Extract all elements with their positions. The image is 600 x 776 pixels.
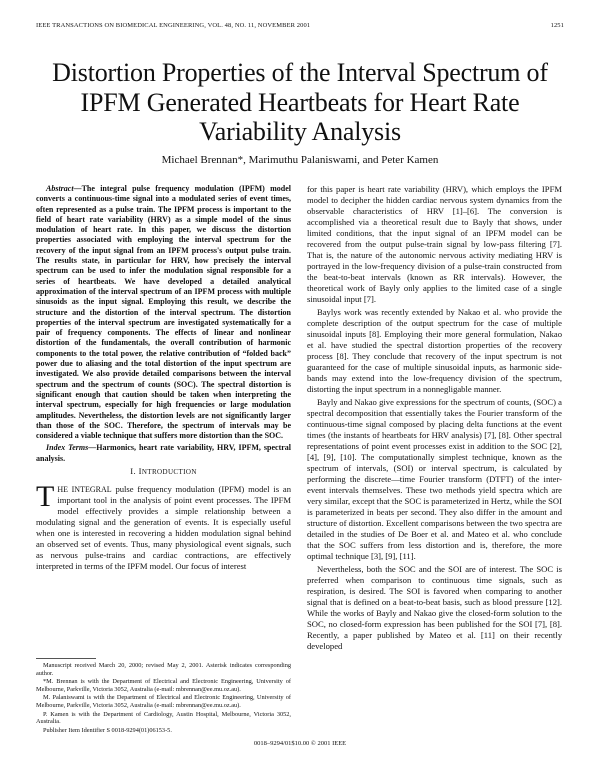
section-title-rest: NTRODUCTION: [141, 468, 197, 477]
footnote-pii: Publisher Item Identifier S 0018-9294(01)06153-5.: [43, 726, 172, 734]
footnote-kamen: P. Kamen is with the Department of Cardiology, Austin Hospital, Melbourne, Victoria 3052, Australia.: [36, 710, 291, 726]
drop-cap: T: [36, 480, 55, 514]
index-terms-text: Harmonics, heart rate variability, HRV, IPFM, spectral analysis.: [36, 443, 292, 463]
footnote-brennan: *M. Brennan is with the Department of Electrical and Electronic Engineering, University of Melbourne, Parkville, Victoria 3052, Australia (e-mail: mbrennan@ee.mu.oz.au).: [36, 678, 291, 693]
index-terms-label: Index Terms—: [46, 443, 97, 453]
abstract: [36, 184, 291, 441]
section-numeral: I.: [130, 466, 137, 477]
footnotes: [36, 658, 291, 735]
copyright-footer: 0018–9294/01$10.00 © 2001 IEEE: [253, 740, 347, 747]
abstract-label: Abstract—: [46, 184, 82, 193]
footnote-palaniswami: M. Palaniswami is with the Department of Electrical and Electronic Engineering, University of Melbourne, Parkville, Victoria 3052, Australia (e-mail: mbrennan@ee.mu.oz.au).: [36, 694, 291, 709]
right-column: [307, 184, 562, 654]
footnote-received: Manuscript received March 20, 2000; revised May 2, 2001. Asterisk indicates corresponding author.: [36, 662, 291, 677]
author-list: Michael Brennan*, Marimuthu Palaniswami, and Peter Kamen: [161, 154, 439, 166]
section-heading: [36, 466, 291, 478]
right-paragraph-3: Bayly and Nakao give expressions for the spectrum of counts, (SOC) a spectral decomposition that essentially takes the Fourier transform of the continuous-time signal composed by placing delta functions at the event times (the instants of heartbeats for HRV analysis) [7], [8]. Other spectral representations of point event processes exist in addition to the SOC [2], [4], [9], [10]. The computationally simplest technique, known as the spectrum of intervals, (SOI) or interval spectrum, is calculated by performing the discrete—time Fourier transform (DTFT) of the inter-event intervals themselves. These two methods yield spectra which are very similar, except that the SOC is parameterized in Hertz, while the SOI is parameterized in beats per second. They also differ in the amount and structure of distortion. Excellent comparisons between the two spectra are detailed in the studies of De Boer et al. and Mateo et al. who conclude that the SOC suffers from less distortion and is, therefore, the more optimal technique [3], [9], [11].: [307, 397, 563, 561]
footnote-rule: [36, 658, 96, 659]
index-terms: [36, 443, 291, 464]
section-title-first: I: [138, 466, 142, 477]
right-paragraph-4: Nevertheless, both the SOC and the SOI are of interest. The SOC is preferred when comparison to continuous time signals, such as respiration, is desired. The SOI is favored when comparing to another signal that is defined on a beat-to-beat basis, such as blood pressure [12]. While the works of Bayly and Nakao give the closed-form solution to the SOC, no closed-form expression has been published for the SOI [7], [8]. Recently, a paper published by Mateo et al. [11] on their recently developed: [307, 564, 562, 651]
abstract-text: The integral pulse frequency modulation (IPFM) model converts a continuous-time signal into a modulated series of event times, often represented as a pulse train. The IPFM process is important to the field of heart rate variability (HRV) as a simple model of the sinus modulation of heart rate. In this paper, we discuss the distortion properties associated with employing the interval spectrum for the recovery of the input signal from an IPFM process's output pulse train. The results state, in particular for HRV, how precisely the interval spectrum can be used to infer the modulation signal responsible for a series of heartbeats. We have developed a detailed analytical approximation of the interval spectrum of an IPFM process with multiple sinusoids as the input signal. Employing this result, we describe the structure and the distortion of the interval spectrum. The distortion properties of the interval spectrum are investigated systematically for a pair of frequency components. The effects of linear and nonlinear distortion of the fundamentals, the overall contribution of harmonic components to the total power, the relative contribution of “folded back” power due to aliasing and the total distortion of the input spectrum are investigated. We also provide detailed comparisons between the interval spectrum and the spectrum of counts (SOC). The spectral distortion is significant enough that caution should be taken when interpreting the interval spectrum, especially for high frequencies or large modulation amplitudes. Nevertheless, the distortion levels are not significantly larger than those of the SOC. Therefore, the spectrum of intervals may be considered a viable technique that suffers more distortion than the SOC.: [36, 184, 291, 441]
journal-citation: IEEE TRANSACTIONS ON BIOMEDICAL ENGINEERING, VOL. 48, NO. 11, NOVEMBER 2001: [36, 22, 311, 29]
right-paragraph-1: for this paper is heart rate variability (HRV), which employs the IPFM model to decipher the hidden cardiac nervous system dynamics from the observable characteristics of HRV [1]–[6]. The conversion is accomplished via a theoretical result due to Bayly that shows, under limited conditions, that the input signal of an IPFM model can be recovered from the output pulse-train signal by low-pass filtering [7]. That is, the nature of the autonomic nervous activity mediating HRV is portrayed in the low-frequency division of a pulse-train constructed from the beat-to-beat intervals (known as RR intervals). However, the theoretical work of Bayly only applies to the limited case of a single sinusoidal input [7].: [307, 184, 562, 304]
paper-title: Distortion Properties of the Interval Spectrum of IPFM Generated Heartbeats for Heart Rate Variability Analysis: [52, 58, 548, 146]
intro-caps: HE INTEGRAL: [57, 485, 112, 495]
page-number: 1251: [550, 22, 564, 29]
intro-paragraph: [36, 480, 292, 572]
intro-text: pulse frequency modulation (IPFM) model is an important tool in the analysis of point event processes. The IPFM model effectively provides a simple relationship between a modulating signal and the generation of events. It is especially useful when one is interested in recovering a hidden modulation signal behind an observed set of events. Thus, many physiological event signals, such as nervous pulse-trains and cardiac contractions, are effectively interpreted in terms of the IPFM model. Our focus of interest: [36, 484, 292, 572]
right-paragraph-2: Baylys work was recently extended by Nakao et al. who provide the complete description of the output spectrum for the case of multiple sinusoidal inputs [8]. Employing their more general formulation, Nakao et al. have studied the spectral distortion properties of the recovery process [8]. They conclude that recovery of the input spectrum is not guaranteed for the case of multiple sinusoidal inputs, as harmonic side-bands may extend into the low-frequency division of the spectrum, distorting the input spectrum in a nonnegligable manner.: [307, 307, 562, 394]
running-header: [36, 22, 564, 34]
left-column: [36, 184, 291, 574]
